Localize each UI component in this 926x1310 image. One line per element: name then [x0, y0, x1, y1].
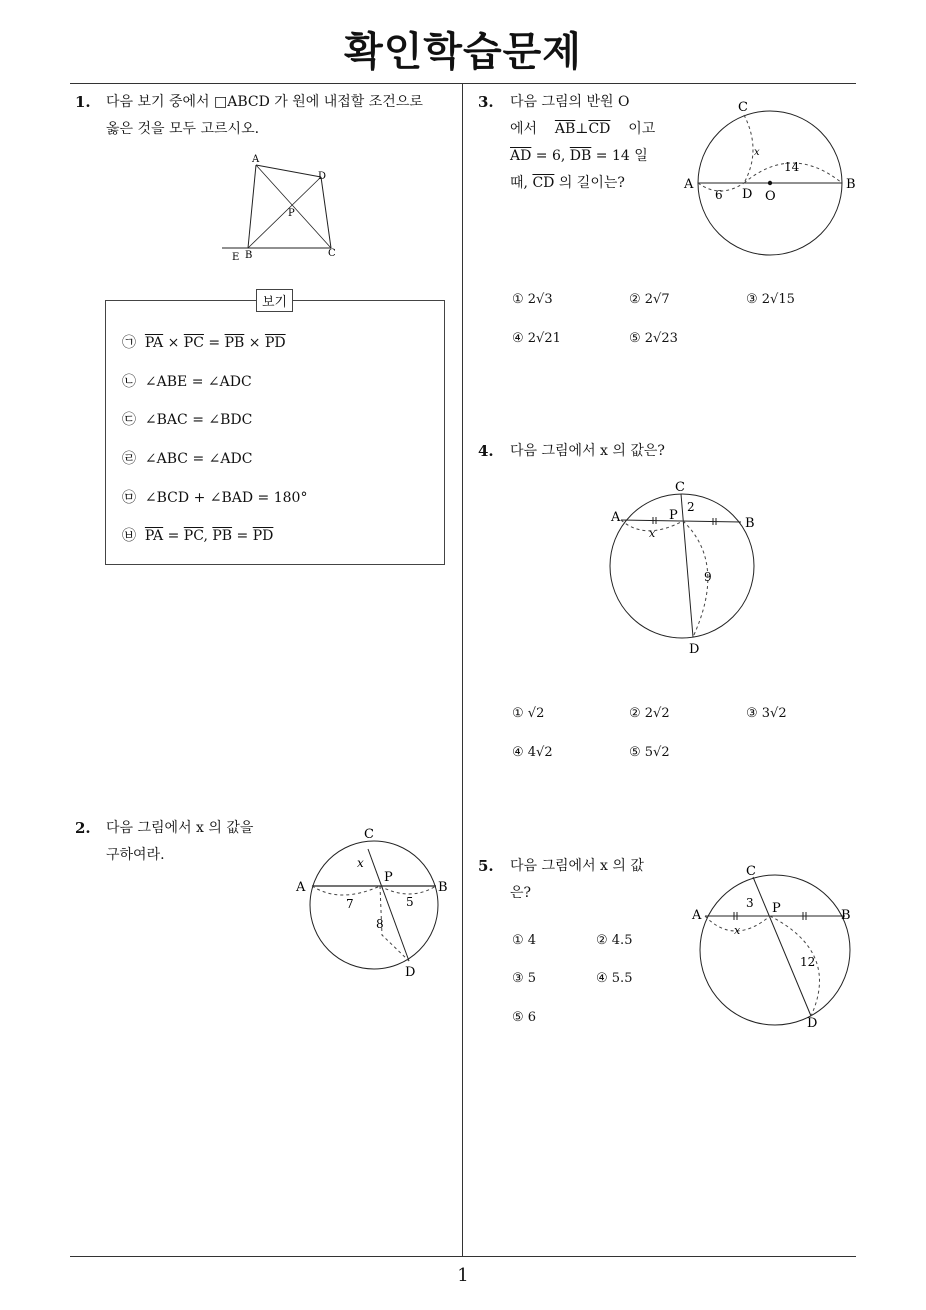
q3-fig-D: D [742, 187, 753, 202]
top-rule [70, 83, 856, 84]
q4-figure [605, 475, 775, 660]
q3-line2: 에서 $\overline{AB}\perp\overline{CD}$ 이고 [510, 121, 656, 137]
q1-fig-E: E [232, 252, 240, 263]
q4-option-2[interactable]: ② 2√2 [629, 706, 670, 721]
q2-fig-A: A [296, 880, 306, 895]
bottom-rule [70, 1256, 856, 1257]
q2-fig-x: x [357, 856, 364, 870]
q5-option-3[interactable]: ③ 5 [512, 971, 537, 986]
q5-option-4[interactable]: ④ 5.5 [596, 971, 633, 986]
q3-fig-B: B [846, 177, 856, 192]
q1-figure [220, 150, 345, 265]
q3-figure [682, 95, 862, 265]
q3-fig-C: C [738, 100, 748, 115]
q2-fig-C: C [364, 827, 374, 842]
q3-option-5[interactable]: ⑤ 2√23 [629, 331, 678, 346]
q3-option-3[interactable]: ③ 2√15 [746, 292, 795, 307]
q5-fig-D: D [807, 1016, 818, 1031]
q1-box-label: 보기 [256, 289, 293, 312]
q2-number: 2. [75, 819, 91, 837]
q5-fig-B: B [841, 908, 851, 923]
q1-item-5: ㉤ ∠BCD + ∠BAD = 180° [122, 490, 308, 506]
q2-fig-8: 8 [376, 917, 384, 931]
q3-option-1[interactable]: ① 2√3 [512, 292, 553, 307]
q2-fig-B: B [438, 880, 448, 895]
q2-fig-7: 7 [346, 897, 354, 911]
q3-option-4[interactable]: ④ 2√21 [512, 331, 561, 346]
q5-fig-12: 12 [800, 955, 816, 969]
q4-fig-D: D [689, 642, 700, 657]
q3-number: 3. [478, 93, 494, 111]
q1-item-4: ㉣ ∠ABC = ∠ADC [122, 451, 253, 467]
q1-fig-B: B [245, 250, 253, 261]
q2-line2: 구하여라. [106, 847, 165, 863]
q2-fig-5: 5 [406, 895, 414, 909]
q1-item-2: ㉡ ∠ABE = ∠ADC [122, 374, 252, 390]
page-title: 확인학습문제 [344, 29, 582, 75]
q4-fig-B: B [745, 516, 755, 531]
q5-figure [690, 860, 865, 1035]
q5-number: 5. [478, 857, 494, 875]
q4-option-3[interactable]: ③ 3√2 [746, 706, 787, 721]
page-number: 1 [457, 1265, 469, 1286]
q3-fig-6: 6 [715, 188, 723, 202]
q4-option-5[interactable]: ⑤ 5√2 [629, 745, 670, 760]
column-divider [462, 83, 463, 1257]
q3-fig-O: O [765, 189, 776, 204]
q3-fig-A: A [684, 177, 694, 192]
q3-fig-14: 14 [784, 160, 800, 174]
q4-fig-2: 2 [687, 500, 695, 514]
q4-line1: 다음 그림에서 x 의 값은? [510, 443, 665, 459]
q1-number: 1. [75, 93, 91, 111]
q4-fig-A: A [611, 510, 621, 525]
q3-fig-x: x [754, 147, 760, 158]
q4-option-1[interactable]: ① √2 [512, 706, 545, 721]
q5-fig-C: C [746, 864, 756, 879]
q1-fig-A: A [252, 154, 260, 165]
q3-option-2[interactable]: ② 2√7 [629, 292, 670, 307]
q5-option-2[interactable]: ② 4.5 [596, 933, 633, 948]
q1-item-1: ㉠ $\overline{PA} \times \overline{PC} = \overline{PB} \times \overline{PD}$ [122, 335, 286, 351]
q4-fig-P: P [669, 508, 678, 523]
q5-fig-3: 3 [746, 896, 754, 910]
q1-fig-D: D [318, 171, 327, 182]
q4-number: 4. [478, 442, 494, 460]
q5-fig-P: P [772, 901, 781, 916]
q5-option-5[interactable]: ⑤ 6 [512, 1010, 537, 1025]
q1-line2: 옳은 것을 모두 고르시오. [106, 121, 260, 137]
q5-fig-A: A [692, 908, 702, 923]
q1-line1: 다음 보기 중에서 □ABCD 가 원에 내접할 조건으로 [106, 94, 423, 110]
q5-line2: 은? [510, 885, 532, 901]
q1-item-6: ㉥ $\overline{PA} = \overline{PC}$, $\overline{PB} = \overline{PD}$ [122, 528, 274, 544]
q2-figure [290, 820, 460, 985]
q1-fig-P: P [288, 208, 295, 219]
q2-fig-P: P [384, 870, 393, 885]
q1-item-3: ㉢ ∠BAC = ∠BDC [122, 412, 253, 428]
q4-fig-C: C [675, 480, 685, 495]
q4-option-4[interactable]: ④ 4√2 [512, 745, 553, 760]
q4-fig-x: x [649, 527, 656, 540]
q5-line1: 다음 그림에서 x 의 값 [510, 858, 644, 874]
q1-fig-C: C [328, 248, 336, 259]
q3-line4: 때, $\overline{CD}$ 의 길이는? [510, 175, 625, 191]
q5-option-1[interactable]: ① 4 [512, 933, 537, 948]
q3-line1: 다음 그림의 반원 O [510, 94, 630, 110]
q2-line1: 다음 그림에서 x 의 값을 [106, 820, 254, 836]
q2-fig-D: D [405, 965, 416, 980]
q4-fig-9: 9 [704, 570, 712, 584]
q5-fig-x: x [734, 924, 741, 937]
q3-line3: $\overline{AD} = 6$, $\overline{DB} = 14$ 일 [510, 148, 648, 164]
